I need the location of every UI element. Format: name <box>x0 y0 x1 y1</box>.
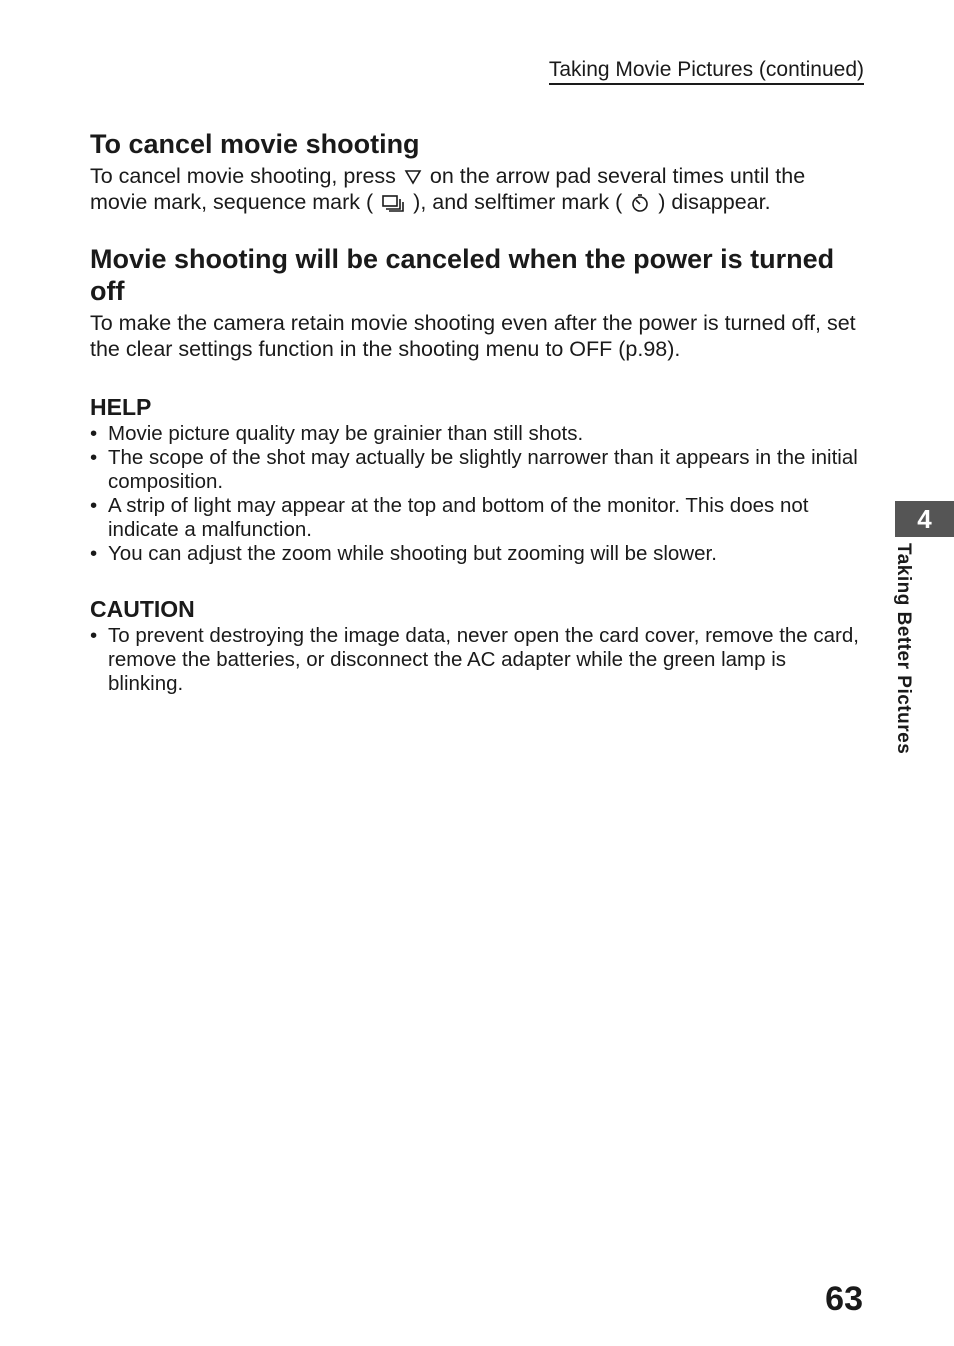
help-item <box>90 422 860 446</box>
help-block <box>90 394 860 566</box>
sequence-mark-icon <box>381 194 405 212</box>
section-heading-cancel: To cancel movie shooting <box>90 129 420 159</box>
caution-heading: CAUTION <box>90 596 195 622</box>
bullet-dot: • <box>90 624 98 647</box>
text-segment: To cancel movie shooting, press <box>90 164 396 188</box>
down-triangle-icon <box>404 169 422 185</box>
help-heading: HELP <box>90 394 152 420</box>
help-item-text: A strip of light may appear at the top and bottom of the monitor. This does not indicate a malfunction. <box>108 494 809 541</box>
bullet-dot: • <box>90 542 98 565</box>
section-text-cancel <box>90 164 860 215</box>
chapter-number-tab: 4 <box>895 501 954 537</box>
bullet-dot: • <box>90 446 98 469</box>
text-segment: ), and selftimer mark ( <box>413 189 623 214</box>
help-item <box>90 494 860 542</box>
caution-item <box>90 624 860 696</box>
section-cancel-movie <box>90 128 860 215</box>
bullet-dot: • <box>90 494 98 517</box>
help-item-text: You can adjust the zoom while shooting but zooming will be slower. <box>108 542 717 565</box>
text-segment: ) disappear. <box>658 189 771 214</box>
section-heading-power: Movie shooting will be canceled when the power is turned off <box>90 244 835 306</box>
page-content <box>90 128 860 696</box>
caution-list <box>90 624 860 696</box>
bullet-dot: • <box>90 422 98 445</box>
section-text-power: To make the camera retain movie shooting even after the power is turned off, set the clear settings function in the shooting menu to OFF (p.98). <box>90 311 856 361</box>
caution-item-text: To prevent destroying the image data, never open the card cover, remove the card, remove the batteries, or disconnect the AC adapter while the green lamp is blinking. <box>108 624 859 695</box>
help-list <box>90 422 860 566</box>
running-header: Taking Movie Pictures (continued) <box>549 58 864 85</box>
page-number: 63 <box>825 1280 863 1318</box>
text-segment: on the arrow pad several times until the movie mark, sequence mark ( <box>90 164 806 214</box>
selftimer-mark-icon <box>630 193 650 213</box>
help-item <box>90 542 860 566</box>
chapter-title-vertical: Taking Better Pictures <box>893 543 914 755</box>
caution-block <box>90 596 860 696</box>
section-power-off <box>90 243 860 362</box>
help-item <box>90 446 860 494</box>
help-item-text: Movie picture quality may be grainier than still shots. <box>108 422 584 445</box>
help-item-text: The scope of the shot may actually be slightly narrower than it appears in the initial composition. <box>108 446 858 493</box>
